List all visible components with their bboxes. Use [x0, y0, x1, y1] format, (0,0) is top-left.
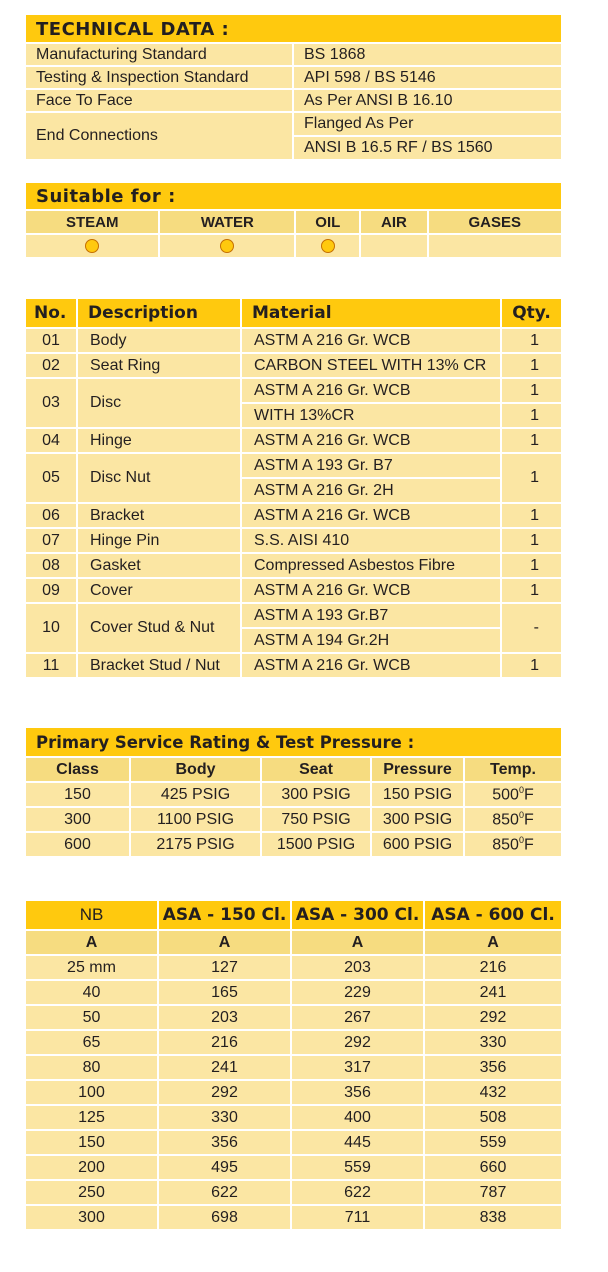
media-label: AIR [361, 211, 426, 233]
table-row [26, 354, 561, 377]
circle-marker-icon [321, 239, 335, 253]
column-header: Description [78, 299, 240, 327]
part-material: ASTM A 216 Gr. WCB [242, 504, 500, 527]
part-material: S.S. AISI 410 [242, 529, 500, 552]
dimension-value: 127 [159, 956, 290, 979]
part-number: 11 [26, 654, 76, 677]
spec-value: BS 1868 [294, 44, 561, 65]
part-description: Seat Ring [78, 354, 240, 377]
dimension-value: 330 [159, 1106, 290, 1129]
media-indicator [26, 235, 158, 257]
part-number: 10 [26, 604, 76, 652]
dimension-value: 330 [425, 1031, 561, 1054]
column-subheader: A [159, 931, 290, 954]
dimension-value: 203 [159, 1006, 290, 1029]
parts-section [26, 297, 561, 679]
rating-body: 2175 PSIG [131, 833, 260, 856]
dimension-value: 356 [425, 1056, 561, 1079]
media-label: OIL [296, 211, 359, 233]
rating-body: 1100 PSIG [131, 808, 260, 831]
part-qty: 1 [502, 554, 561, 577]
part-material: ASTM A 216 Gr. WCB [242, 429, 500, 452]
column-header: NB [26, 901, 157, 929]
media-indicator [361, 235, 426, 257]
part-material: ASTM A 216 Gr. WCB [242, 329, 500, 352]
column-subheader: A [292, 931, 423, 954]
spec-label: Manufacturing Standard [26, 44, 292, 65]
table-row [26, 579, 561, 602]
dimension-value: 711 [292, 1206, 423, 1229]
dimension-value: 622 [159, 1181, 290, 1204]
service-rating-table [24, 756, 563, 858]
table-row [26, 554, 561, 577]
rating-seat: 300 PSIG [262, 783, 370, 806]
table-row [26, 329, 561, 352]
dimension-value: 292 [292, 1031, 423, 1054]
dimension-value: 292 [425, 1006, 561, 1029]
rating-temp [465, 808, 561, 831]
nb-size: 150 [26, 1131, 157, 1154]
service-rating-section [26, 728, 561, 858]
spec-label: Face To Face [26, 90, 292, 111]
part-material: CARBON STEEL WITH 13% CR [242, 354, 500, 377]
dimensions-section [26, 899, 561, 1231]
part-number: 02 [26, 354, 76, 377]
table-row [26, 454, 561, 477]
part-number: 03 [26, 379, 76, 427]
part-description: Hinge [78, 429, 240, 452]
column-header: Seat [262, 758, 370, 781]
dimension-value: 356 [292, 1081, 423, 1104]
nb-size: 125 [26, 1106, 157, 1129]
rating-pressure: 300 PSIG [372, 808, 463, 831]
rating-pressure: 600 PSIG [372, 833, 463, 856]
circle-marker-icon [220, 239, 234, 253]
part-material: ASTM A 216 Gr. 2H [242, 479, 500, 502]
suitable-for-table [24, 209, 563, 259]
spec-value: ANSI B 16.5 RF / BS 1560 [294, 137, 561, 159]
table-row [26, 1106, 561, 1129]
nb-size: 250 [26, 1181, 157, 1204]
dimension-value: 660 [425, 1156, 561, 1179]
dimension-value: 203 [292, 956, 423, 979]
part-description: Disc [78, 379, 240, 427]
table-row [26, 90, 561, 111]
temp-unit: F [523, 836, 534, 854]
dimension-value: 241 [425, 981, 561, 1004]
part-material: ASTM A 216 Gr. WCB [242, 379, 500, 402]
dimension-value: 267 [292, 1006, 423, 1029]
table-row [26, 604, 561, 627]
table-row [26, 1206, 561, 1229]
part-qty: 1 [502, 429, 561, 452]
part-qty: 1 [502, 329, 561, 352]
table-row [26, 956, 561, 979]
dimension-value: 698 [159, 1206, 290, 1229]
table-row [26, 113, 561, 135]
table-subheader-row [26, 931, 561, 954]
table-row [26, 1006, 561, 1029]
part-material: ASTM A 193 Gr.B7 [242, 604, 500, 627]
rating-temp [465, 783, 561, 806]
column-header: Body [131, 758, 260, 781]
dimension-value: 165 [159, 981, 290, 1004]
part-material: ASTM A 193 Gr. B7 [242, 454, 500, 477]
spec-value: As Per ANSI B 16.10 [294, 90, 561, 111]
table-row [26, 833, 561, 856]
part-number: 09 [26, 579, 76, 602]
service-rating-title: Primary Service Rating & Test Pressure : [26, 728, 561, 756]
degree-mark: 0 [518, 784, 524, 795]
table-row [26, 1056, 561, 1079]
part-material: WITH 13%CR [242, 404, 500, 427]
column-header: ASA - 300 Cl. [292, 901, 423, 929]
media-indicator [160, 235, 294, 257]
dimensions-body [26, 956, 561, 1229]
table-row [26, 981, 561, 1004]
column-header: Class [26, 758, 129, 781]
part-description: Body [78, 329, 240, 352]
dimension-value: 787 [425, 1181, 561, 1204]
column-header: No. [26, 299, 76, 327]
table-header-row [26, 299, 561, 327]
column-header: Qty. [502, 299, 561, 327]
dimension-value: 559 [292, 1156, 423, 1179]
degree-mark: 0 [518, 809, 524, 820]
part-material: ASTM A 216 Gr. WCB [242, 654, 500, 677]
nb-size: 200 [26, 1156, 157, 1179]
spec-value: API 598 / BS 5146 [294, 67, 561, 88]
dimension-value: 292 [159, 1081, 290, 1104]
part-qty: 1 [502, 504, 561, 527]
column-header: Pressure [372, 758, 463, 781]
part-material: Compressed Asbestos Fibre [242, 554, 500, 577]
dimension-value: 445 [292, 1131, 423, 1154]
temp-unit: F [523, 786, 534, 804]
media-indicator [429, 235, 562, 257]
dimension-value: 432 [425, 1081, 561, 1104]
part-description: Hinge Pin [78, 529, 240, 552]
table-header-row [26, 758, 561, 781]
part-qty: 1 [502, 654, 561, 677]
column-header: Material [242, 299, 500, 327]
temp-value: 850 [492, 811, 519, 829]
temp-value: 850 [492, 836, 519, 854]
dimension-value: 241 [159, 1056, 290, 1079]
table-row [26, 808, 561, 831]
dimension-value: 229 [292, 981, 423, 1004]
part-number: 07 [26, 529, 76, 552]
rating-temp [465, 833, 561, 856]
column-subheader: A [26, 931, 157, 954]
table-row [26, 1181, 561, 1204]
rating-class: 600 [26, 833, 129, 856]
technical-data-section [26, 15, 561, 161]
part-qty: 1 [502, 454, 561, 502]
table-row [26, 67, 561, 88]
rating-seat: 1500 PSIG [262, 833, 370, 856]
rating-body: 425 PSIG [131, 783, 260, 806]
part-description: Cover Stud & Nut [78, 604, 240, 652]
table-row [26, 1131, 561, 1154]
table-row [26, 783, 561, 806]
part-description: Gasket [78, 554, 240, 577]
spec-label: End Connections [26, 113, 292, 159]
table-row [26, 1031, 561, 1054]
part-qty: 1 [502, 379, 561, 402]
dimension-value: 356 [159, 1131, 290, 1154]
table-row [26, 504, 561, 527]
part-qty: 1 [502, 354, 561, 377]
rating-seat: 750 PSIG [262, 808, 370, 831]
dimension-value: 838 [425, 1206, 561, 1229]
technical-data-title: TECHNICAL DATA : [26, 15, 561, 42]
part-number: 04 [26, 429, 76, 452]
table-row [26, 654, 561, 677]
rating-class: 150 [26, 783, 129, 806]
suitable-for-section [26, 183, 561, 259]
table-row [26, 1156, 561, 1179]
part-qty: 1 [502, 404, 561, 427]
rating-pressure: 150 PSIG [372, 783, 463, 806]
media-label: STEAM [26, 211, 158, 233]
dimension-value: 495 [159, 1156, 290, 1179]
part-material: ASTM A 194 Gr.2H [242, 629, 500, 652]
table-row [26, 529, 561, 552]
column-header: ASA - 600 Cl. [425, 901, 561, 929]
part-qty: 1 [502, 579, 561, 602]
media-label: WATER [160, 211, 294, 233]
nb-size: 300 [26, 1206, 157, 1229]
dimension-value: 559 [425, 1131, 561, 1154]
temp-value: 500 [492, 786, 519, 804]
column-header: ASA - 150 Cl. [159, 901, 290, 929]
nb-size: 100 [26, 1081, 157, 1104]
suitable-for-title: Suitable for : [26, 183, 561, 209]
nb-size: 40 [26, 981, 157, 1004]
part-qty: 1 [502, 529, 561, 552]
temp-unit: F [523, 811, 534, 829]
nb-size: 50 [26, 1006, 157, 1029]
dimensions-table [24, 899, 563, 1231]
degree-mark: 0 [518, 834, 524, 845]
rating-class: 300 [26, 808, 129, 831]
part-number: 06 [26, 504, 76, 527]
column-header: Temp. [465, 758, 561, 781]
part-description: Bracket Stud / Nut [78, 654, 240, 677]
table-row [26, 429, 561, 452]
media-label: GASES [429, 211, 562, 233]
table-row [26, 379, 561, 402]
column-subheader: A [425, 931, 561, 954]
media-indicator [296, 235, 359, 257]
parts-table [24, 297, 563, 679]
dimension-value: 400 [292, 1106, 423, 1129]
part-number: 05 [26, 454, 76, 502]
table-header-row [26, 901, 561, 929]
dimension-value: 216 [425, 956, 561, 979]
part-description: Bracket [78, 504, 240, 527]
part-description: Cover [78, 579, 240, 602]
part-number: 01 [26, 329, 76, 352]
dimension-value: 622 [292, 1181, 423, 1204]
part-number: 08 [26, 554, 76, 577]
technical-data-table [24, 42, 563, 161]
table-row [26, 44, 561, 65]
spec-value: Flanged As Per [294, 113, 561, 135]
table-row [26, 1081, 561, 1104]
dimension-value: 317 [292, 1056, 423, 1079]
dimension-value: 216 [159, 1031, 290, 1054]
part-qty: - [502, 604, 561, 652]
circle-marker-icon [85, 239, 99, 253]
nb-size: 65 [26, 1031, 157, 1054]
nb-size: 80 [26, 1056, 157, 1079]
part-description: Disc Nut [78, 454, 240, 502]
nb-size: 25 mm [26, 956, 157, 979]
spec-label: Testing & Inspection Standard [26, 67, 292, 88]
part-material: ASTM A 216 Gr. WCB [242, 579, 500, 602]
dimension-value: 508 [425, 1106, 561, 1129]
